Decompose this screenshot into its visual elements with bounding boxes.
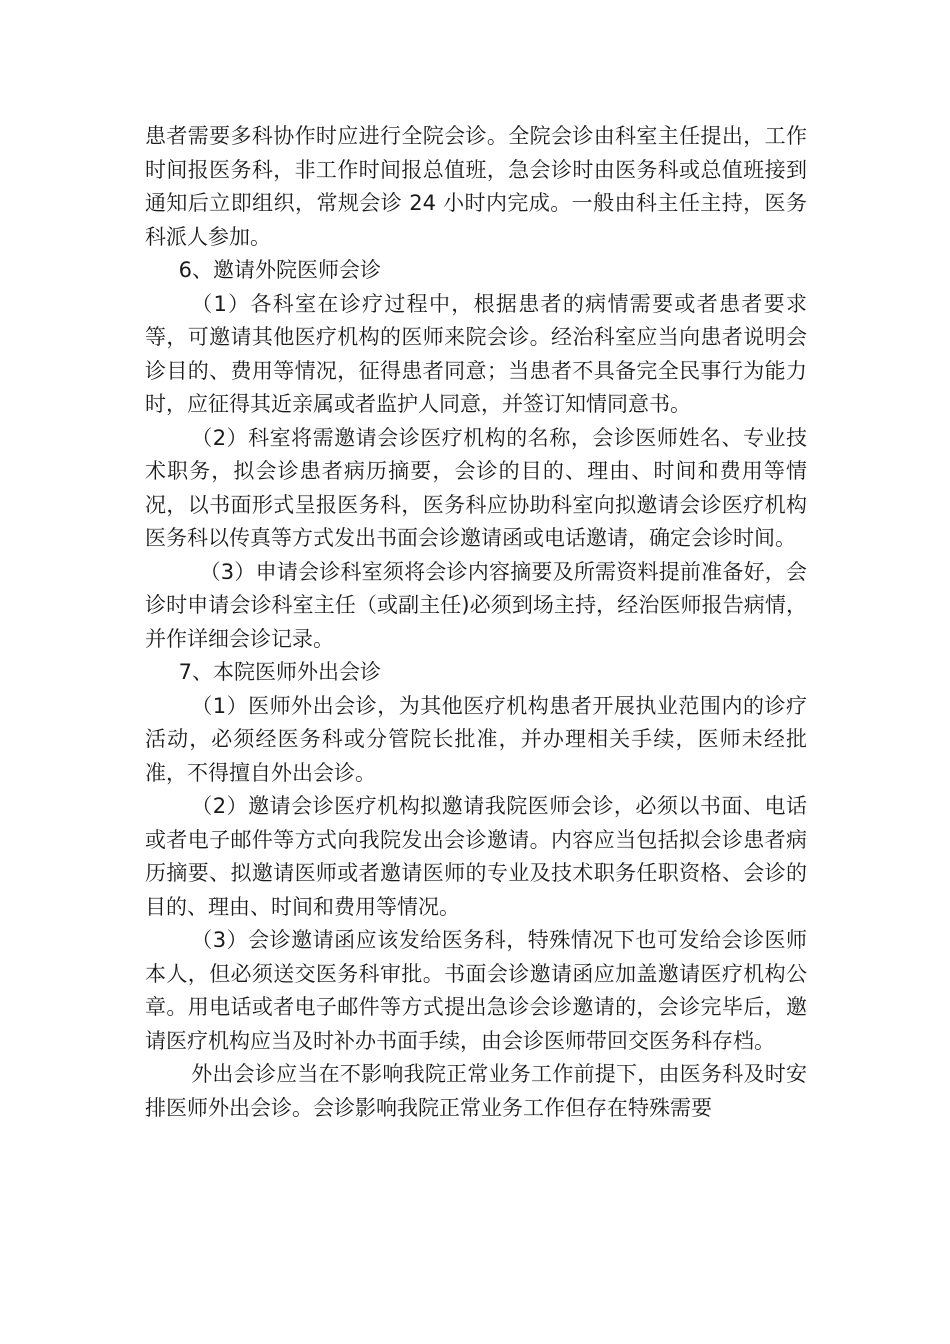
document-page	[145, 120, 807, 1125]
paragraph-external-invite-1: （1）各科室在诊疗过程中，根据患者的病情需要或者患者要求等，可邀请其他医疗机构的医师来院会诊。经治科室应当向患者说明会诊目的、费用等情况，征得患者同意；当患者不具备完全民事行为能力时，应征得其近亲属或者监护人同意，并签订知情同意书。	[145, 291, 807, 416]
section-heading-external-invite: 6、邀请外院医师会诊	[178, 258, 381, 282]
paragraph-outgoing-consult-3: （3）会诊邀请函应该发给医务科，特殊情况下也可发给会诊医师本人，但必须送交医务科审批。书面会诊邀请函应加盖邀请医疗机构公章。用电话或者电子邮件等方式提出急诊会诊邀请的，会诊完毕后，邀请医疗机构应当及时补办书面手续，由会诊医师带回交医务科存档。	[145, 928, 807, 1053]
paragraph-outgoing-consult-1: （1）医师外出会诊，为其他医疗机构患者开展执业范围内的诊疗活动，必须经医务科或分管院长批准，并办理相关手续，医师未经批准，不得擅自外出会诊。	[145, 693, 807, 785]
section-heading-outgoing-consult: 7、本院医师外出会诊	[178, 660, 381, 684]
paragraph-external-invite-2: （2）科室将需邀请会诊医疗机构的名称，会诊医师姓名、专业技术职务，拟会诊患者病历摘要，会诊的目的、理由、时间和费用等情况，以书面形式呈报医务科，医务科应协助科室向拟邀请会诊医疗机构医务科以传真等方式发出书面会诊邀请函或电话邀请，确定会诊时间。	[145, 425, 807, 550]
paragraph-hospital-consultation: 患者需要多科协作时应进行全院会诊。全院会诊由科室主任提出，工作时间报医务科，非工作时间报总值班，急会诊时由医务科或总值班接到通知后立即组织，常规会诊 24 小时内完成。一般由科主任主持，医务科派人参加。	[145, 124, 807, 249]
paragraph-external-invite-3: （3）申请会诊科室须将会诊内容摘要及所需资料提前准备好，会诊时申请会诊科室主任（或副主任)必须到场主持，经治医师报告病情，并作详细会诊记录。	[145, 559, 807, 651]
paragraph-outgoing-consult-2: （2）邀请会诊医疗机构拟邀请我院医师会诊，必须以书面、电话或者电子邮件等方式向我院发出会诊邀请。内容应当包括拟会诊患者病历摘要、拟邀请医师或者邀请医师的专业及技术职务任职资格、会诊的目的、理由、时间和费用等情况。	[145, 794, 807, 919]
paragraph-outgoing-consult-note: 外出会诊应当在不影响我院正常业务工作前提下，由医务科及时安排医师外出会诊。会诊影响我院正常业务工作但存在特殊需要	[145, 1062, 807, 1120]
